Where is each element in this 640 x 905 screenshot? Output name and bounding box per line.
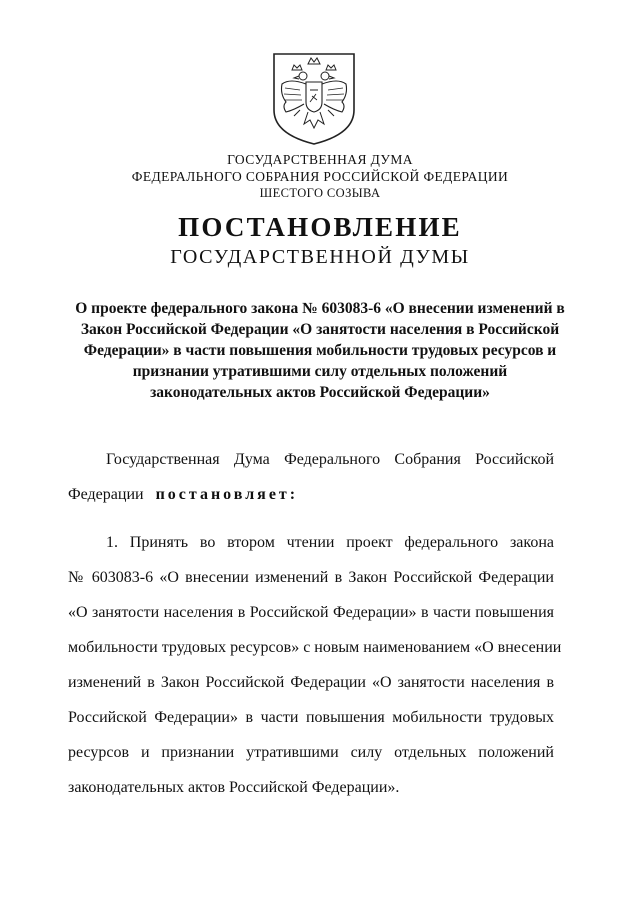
preamble-line: Государственная Дума Федерального Собрания Российской xyxy=(106,451,554,468)
item-1-line: «О занятости населения в Российской Федерации» в части повышения xyxy=(68,604,554,621)
subject-line: признании утратившими силу отдельных положений xyxy=(132,363,508,380)
decree-word: постановляет: xyxy=(155,486,299,503)
item-1-line: ресурсов и признании утратившими силу отдельных положений xyxy=(68,744,554,761)
document-subject xyxy=(60,298,580,403)
item-1-paragraph xyxy=(68,525,562,805)
item-1-line: мобильности трудовых ресурсов» с новым наименованием «О внесении xyxy=(68,639,562,656)
subject-line: Федерации» в части повышения мобильности трудовых ресурсов и xyxy=(83,342,557,359)
header-line-2: ФЕДЕРАЛЬНОГО СОБРАНИЯ РОССИЙСКОЙ ФЕДЕРАЦИИ xyxy=(131,169,509,184)
preamble-line-2 xyxy=(68,477,554,512)
item-1-line: Российской Федерации» в части повышения мобильности трудовых xyxy=(68,709,554,726)
document-title: ПОСТАНОВЛЕНИЕ xyxy=(178,212,462,242)
coat-of-arms-emblem xyxy=(270,50,358,146)
document-subtitle: ГОСУДАРСТВЕННОЙ ДУМЫ xyxy=(170,246,470,268)
header-line-3: ШЕСТОГО СОЗЫВА xyxy=(259,186,381,200)
subject-line: О проекте федерального закона № 603083-6 «О внесении изменений в xyxy=(75,300,565,317)
item-1-line: № 603083-6 «О внесении изменений в Закон Российской Федерации xyxy=(68,569,554,586)
subject-line: Закон Российской Федерации «О занятости населения в Российской xyxy=(80,321,560,338)
header-line-1: ГОСУДАРСТВЕННАЯ ДУМА xyxy=(227,152,413,167)
preamble-paragraph xyxy=(68,442,554,512)
item-1-line: изменений в Закон Российской Федерации «О занятости населения в xyxy=(68,674,554,691)
item-1-line: 1. Принять во втором чтении проект федерального закона xyxy=(106,534,554,551)
preamble-line-2-text: Федерации xyxy=(68,486,144,503)
item-1-line: законодательных актов Российской Федерации». xyxy=(68,779,400,796)
subject-line: законодательных актов Российской Федерации» xyxy=(150,384,490,401)
